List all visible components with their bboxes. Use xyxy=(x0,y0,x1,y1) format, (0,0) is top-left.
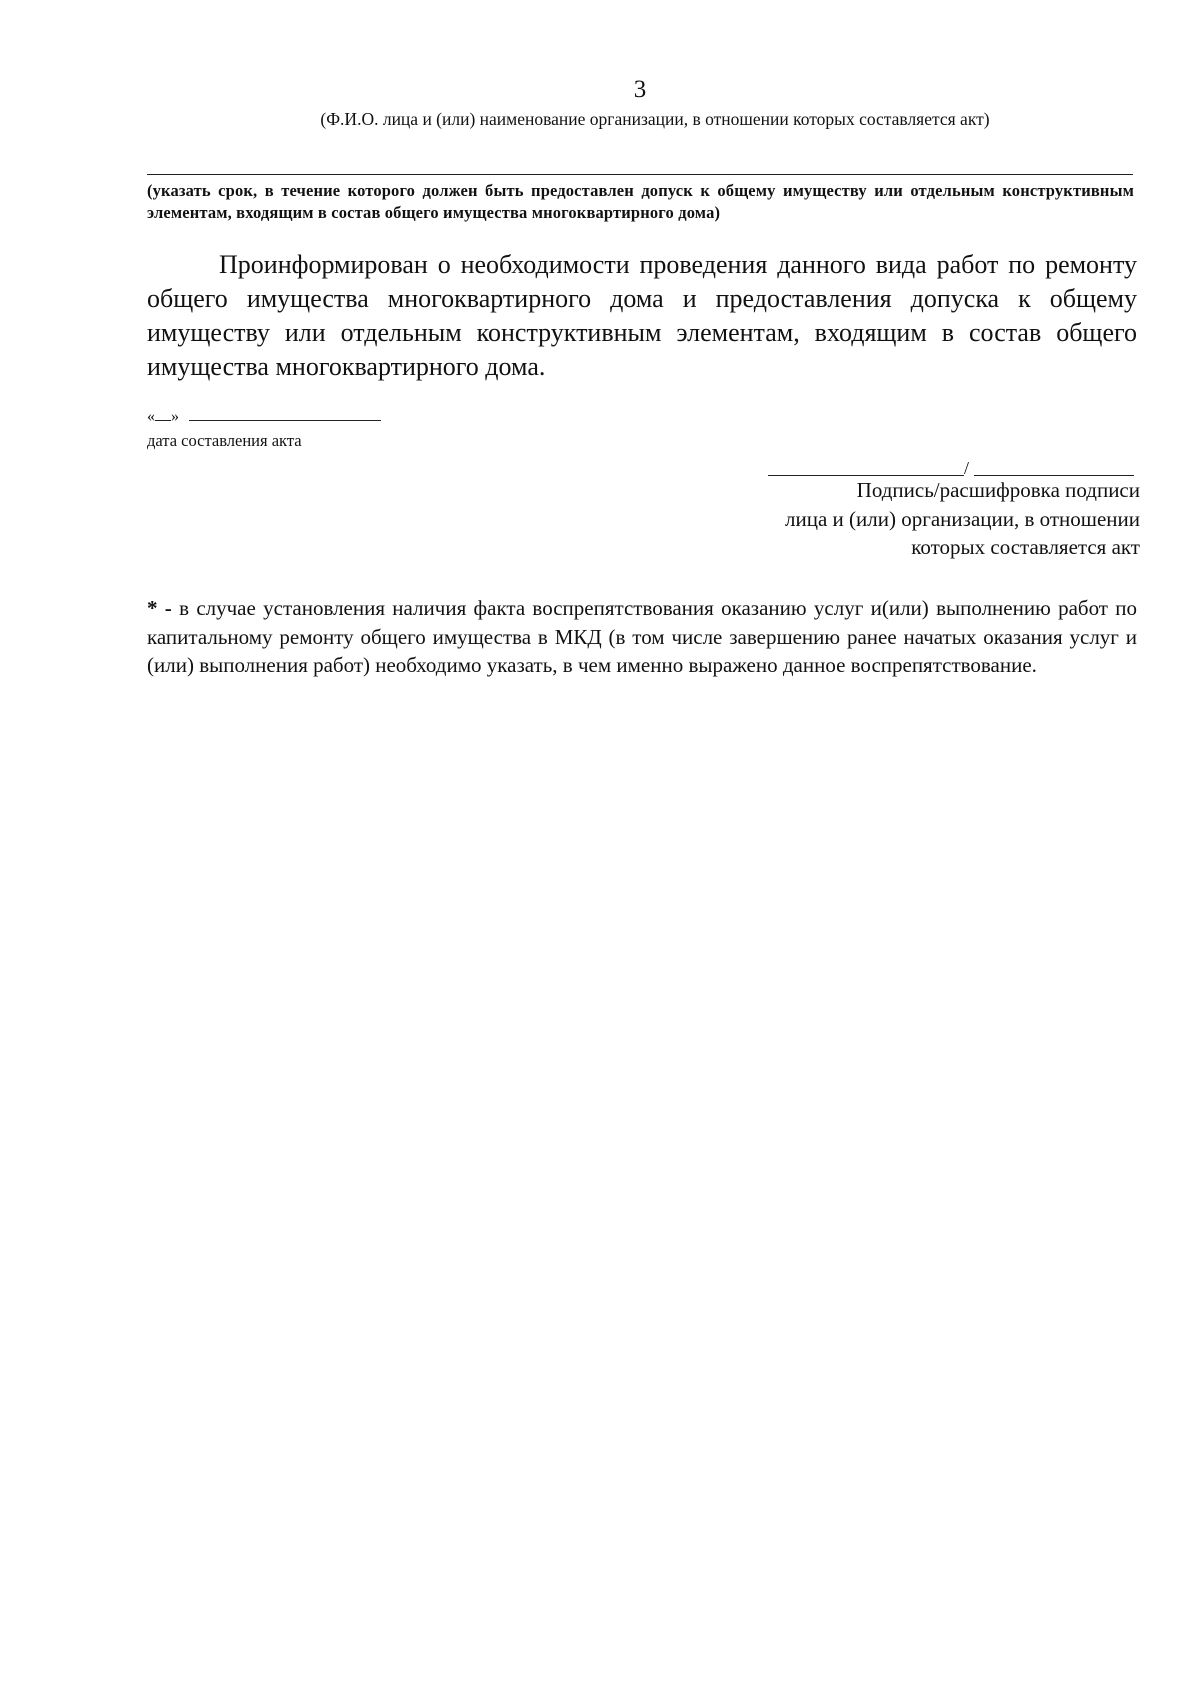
date-open-quote: « xyxy=(147,408,155,425)
date-close-quote: » xyxy=(171,408,179,425)
signature-caption-line: лица и (или) организации, в отношении xyxy=(785,506,1140,531)
date-fill-line xyxy=(147,406,381,427)
signature-fill-line xyxy=(768,452,1134,476)
signature-caption xyxy=(620,476,1140,562)
informed-paragraph: Проинформирован о необходимости проведения данного вида работ по ремонту общего имущества многоквартирного дома и предоставления допуска к общему имуществу или отдельным конструктивным элементам, входящим в состав общего имущества многоквартирного дома. xyxy=(147,250,1137,381)
footnote-mark: * - xyxy=(147,596,172,620)
deadline-fill-line xyxy=(147,174,1133,175)
signature-caption-line: Подпись/расшифровка подписи xyxy=(856,478,1140,502)
deadline-caption: (указать срок, в течение которого должен быть предоставлен допуск к общему имуществу или отдельным конструктивным элементам, входящим в состав общего имущества многоквартирного дома) xyxy=(147,181,1134,222)
signature-separator: / xyxy=(964,458,970,478)
date-day-blank xyxy=(155,406,171,421)
footnote-text: в случае установления наличия факта воспрепятствования оказанию услуг и(или) выполнению работ по капитальному ремонту общего имущества в МКД (в том числе завершению ранее начатых оказания услуг и (или) выполнения работ) необходимо указать, в чем именно выражено данное воспрепятствование. xyxy=(147,596,1138,677)
date-caption: дата составления акта xyxy=(147,431,302,450)
date-month-year-blank xyxy=(189,406,381,421)
footnote xyxy=(147,594,1137,680)
signature-caption-line: которых составляется акт xyxy=(911,535,1140,559)
page-number: 3 xyxy=(633,76,647,103)
person-or-organization-caption: (Ф.И.О. лица и (или) наименование организации, в отношении которых составляется акт) xyxy=(320,109,990,129)
